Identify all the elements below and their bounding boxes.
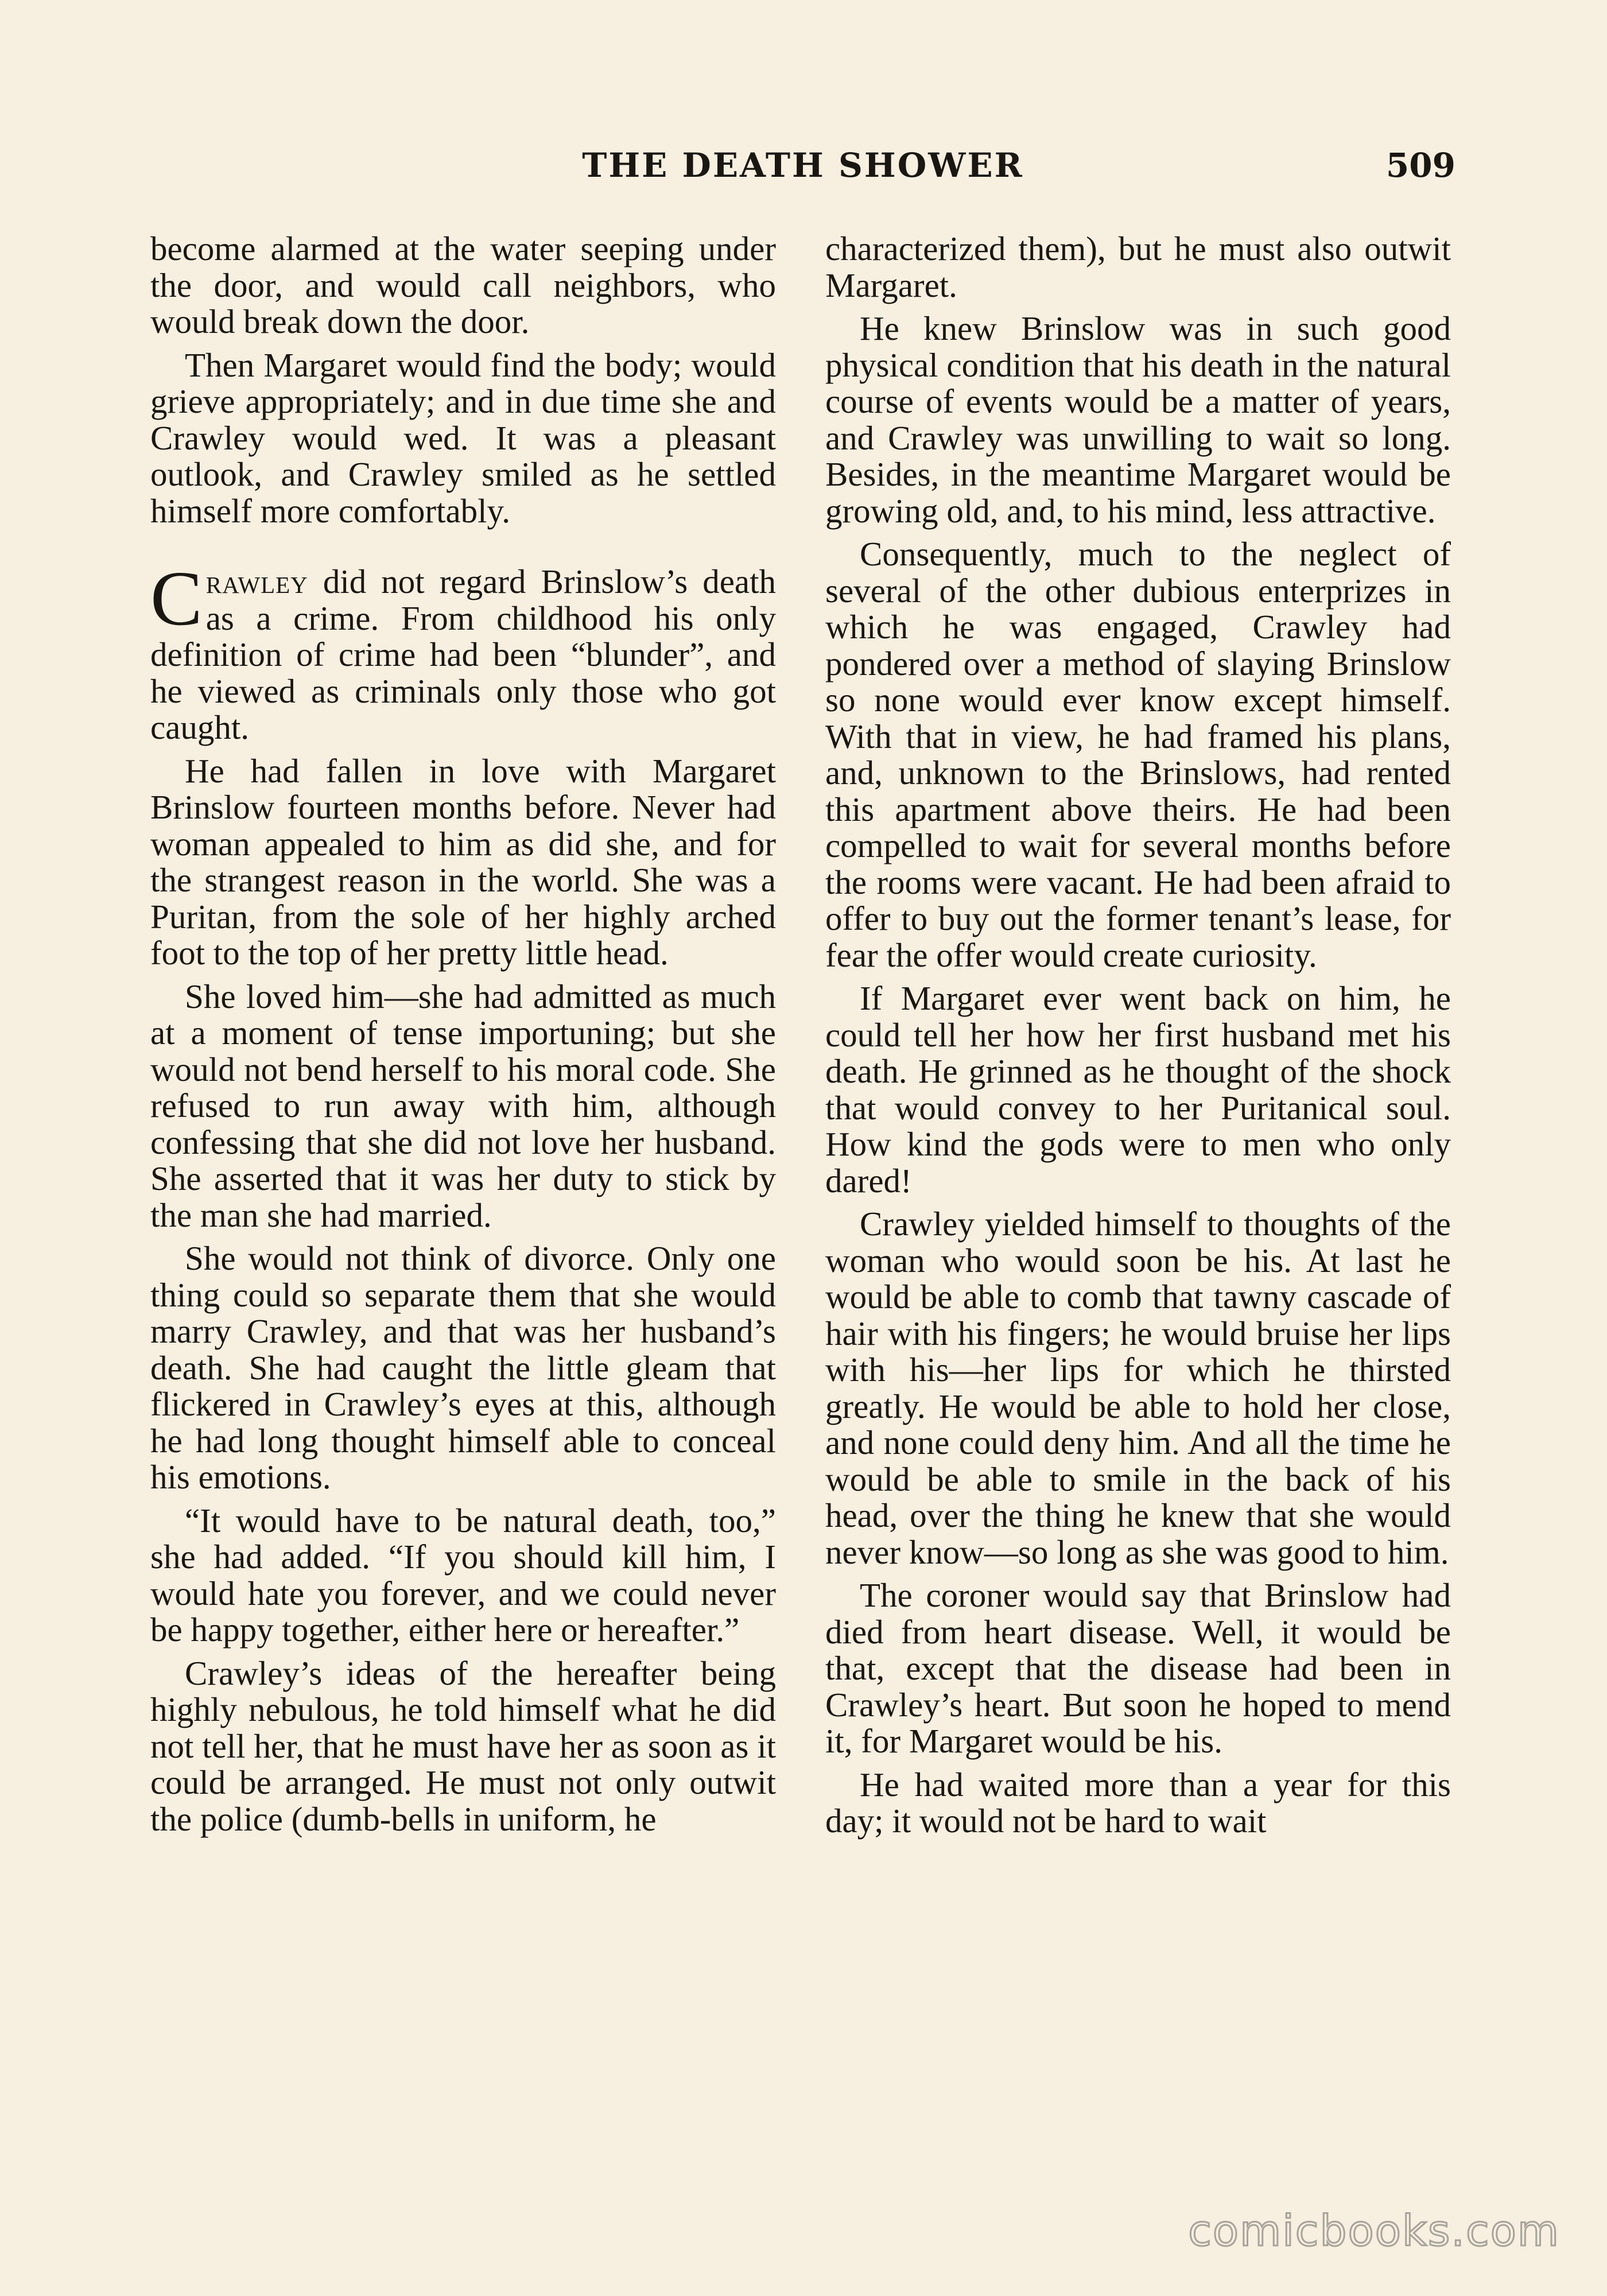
- paragraph: characterized them), but he must also outwit Margaret.: [825, 230, 1451, 304]
- paragraph: If Margaret ever went back on him, he could tell her how her first husband met his death. He grinned as he thought of the shock that would convey to her Puritanical soul. How kind the gods were to men who only dared!: [825, 979, 1451, 1200]
- paragraph: He had waited more than a year for this day; it would not be hard to wait: [825, 1765, 1451, 1840]
- paragraph: Consequently, much to the neglect of several of the other dubious enterprizes in which he was engaged, Crawley had pondered over a method of slaying Brinslow so none would ever know except himself. With that in view, he had framed his plans, and, unknown to the Brinslows, had rented this apartment above theirs. He had been compelled to wait for several months before the rooms were vacant. He had been afraid to offer to buy out the former tenant’s lease, for fear the offer would create curiosity.: [825, 535, 1451, 974]
- paragraph: The coroner would say that Brinslow had died from heart disease. Well, it would be that, except that the disease had been in Crawley’s heart. But soon he hoped to mend it, for Margaret would be his.: [825, 1576, 1451, 1760]
- watermark: comicbooks.com: [1188, 2206, 1560, 2256]
- paragraph: She loved him—she had admitted as much at a moment of tense importuning; but she would not bend herself to his moral code. She refused to run away with him, although confessing that she did not love her husband. She asserted that it was her duty to stick by the man she had married.: [150, 977, 776, 1234]
- section-opening-paragraph: [150, 556, 776, 746]
- paragraph: She would not think of divorce. Only one thing could so separate them that she would marry Crawley, and that was her husband’s death. She had caught the little gleam that flickered in Crawley’s eyes at this, although he had long thought himself able to conceal his emotions.: [150, 1239, 776, 1496]
- drop-cap: C: [150, 556, 203, 642]
- paragraph: Then Margaret would find the body; would grieve appropriately; and in due time she and Crawley would wed. It was a pleasant outlook, and Crawley smiled as he settled himself more comfortably.: [150, 346, 776, 530]
- left-column: [150, 231, 776, 1844]
- page-header: [150, 142, 1455, 188]
- paragraph: Crawley yielded himself to thoughts of the woman who would soon be his. At last he would be able to comb that tawny cascade of hair with his fingers; he would bruise her lips with his—her lips for which he thirsted greatly. He would be able to hold her close, and none could deny him. And all the time he would be able to smile in the back of his head, over the thing he knew that she would never know—so long as she was good to him.: [825, 1205, 1451, 1571]
- paragraph: He knew Brinslow was in such good physical condition that his death in the natural course of events would be a matter of years, and Crawley was unwilling to wait so long. Besides, in the meantime Margaret would be growing old, and, to his mind, less attractive.: [825, 309, 1451, 530]
- paragraph: become alarmed at the water seeping under the door, and would call neighbors, who would break down the door.: [150, 230, 776, 340]
- running-title: THE DEATH SHOWER: [582, 146, 1024, 185]
- paragraph: He had fallen in love with Margaret Brinslow fourteen months before. Never had woman appealed to him as did she, and for the strangest reason in the world. She was a Puritan, from the sole of her highly arched foot to the top of her pretty little head.: [150, 751, 776, 972]
- right-column: [825, 231, 1451, 1847]
- page-number: 509: [1385, 146, 1455, 185]
- paragraph: “It would have to be natural death, too,” she had added. “If you should kill him, I would hate you forever, and we could never be happy together, either here or hereafter.”: [150, 1501, 776, 1649]
- small-caps-lead: rawley: [205, 563, 308, 600]
- paragraph: Crawley’s ideas of the hereafter being highly nebulous, he told himself what he did not tell her, that he must have her as soon as it could be arranged. He must not only outwit the police (dumb-bells in uniform, he: [150, 1654, 776, 1838]
- paragraph-text: did not regard Brinslow’s death as a crime. From childhood his only definition of crime had been “blunder”, and he viewed as criminals only those who got caught.: [150, 563, 776, 746]
